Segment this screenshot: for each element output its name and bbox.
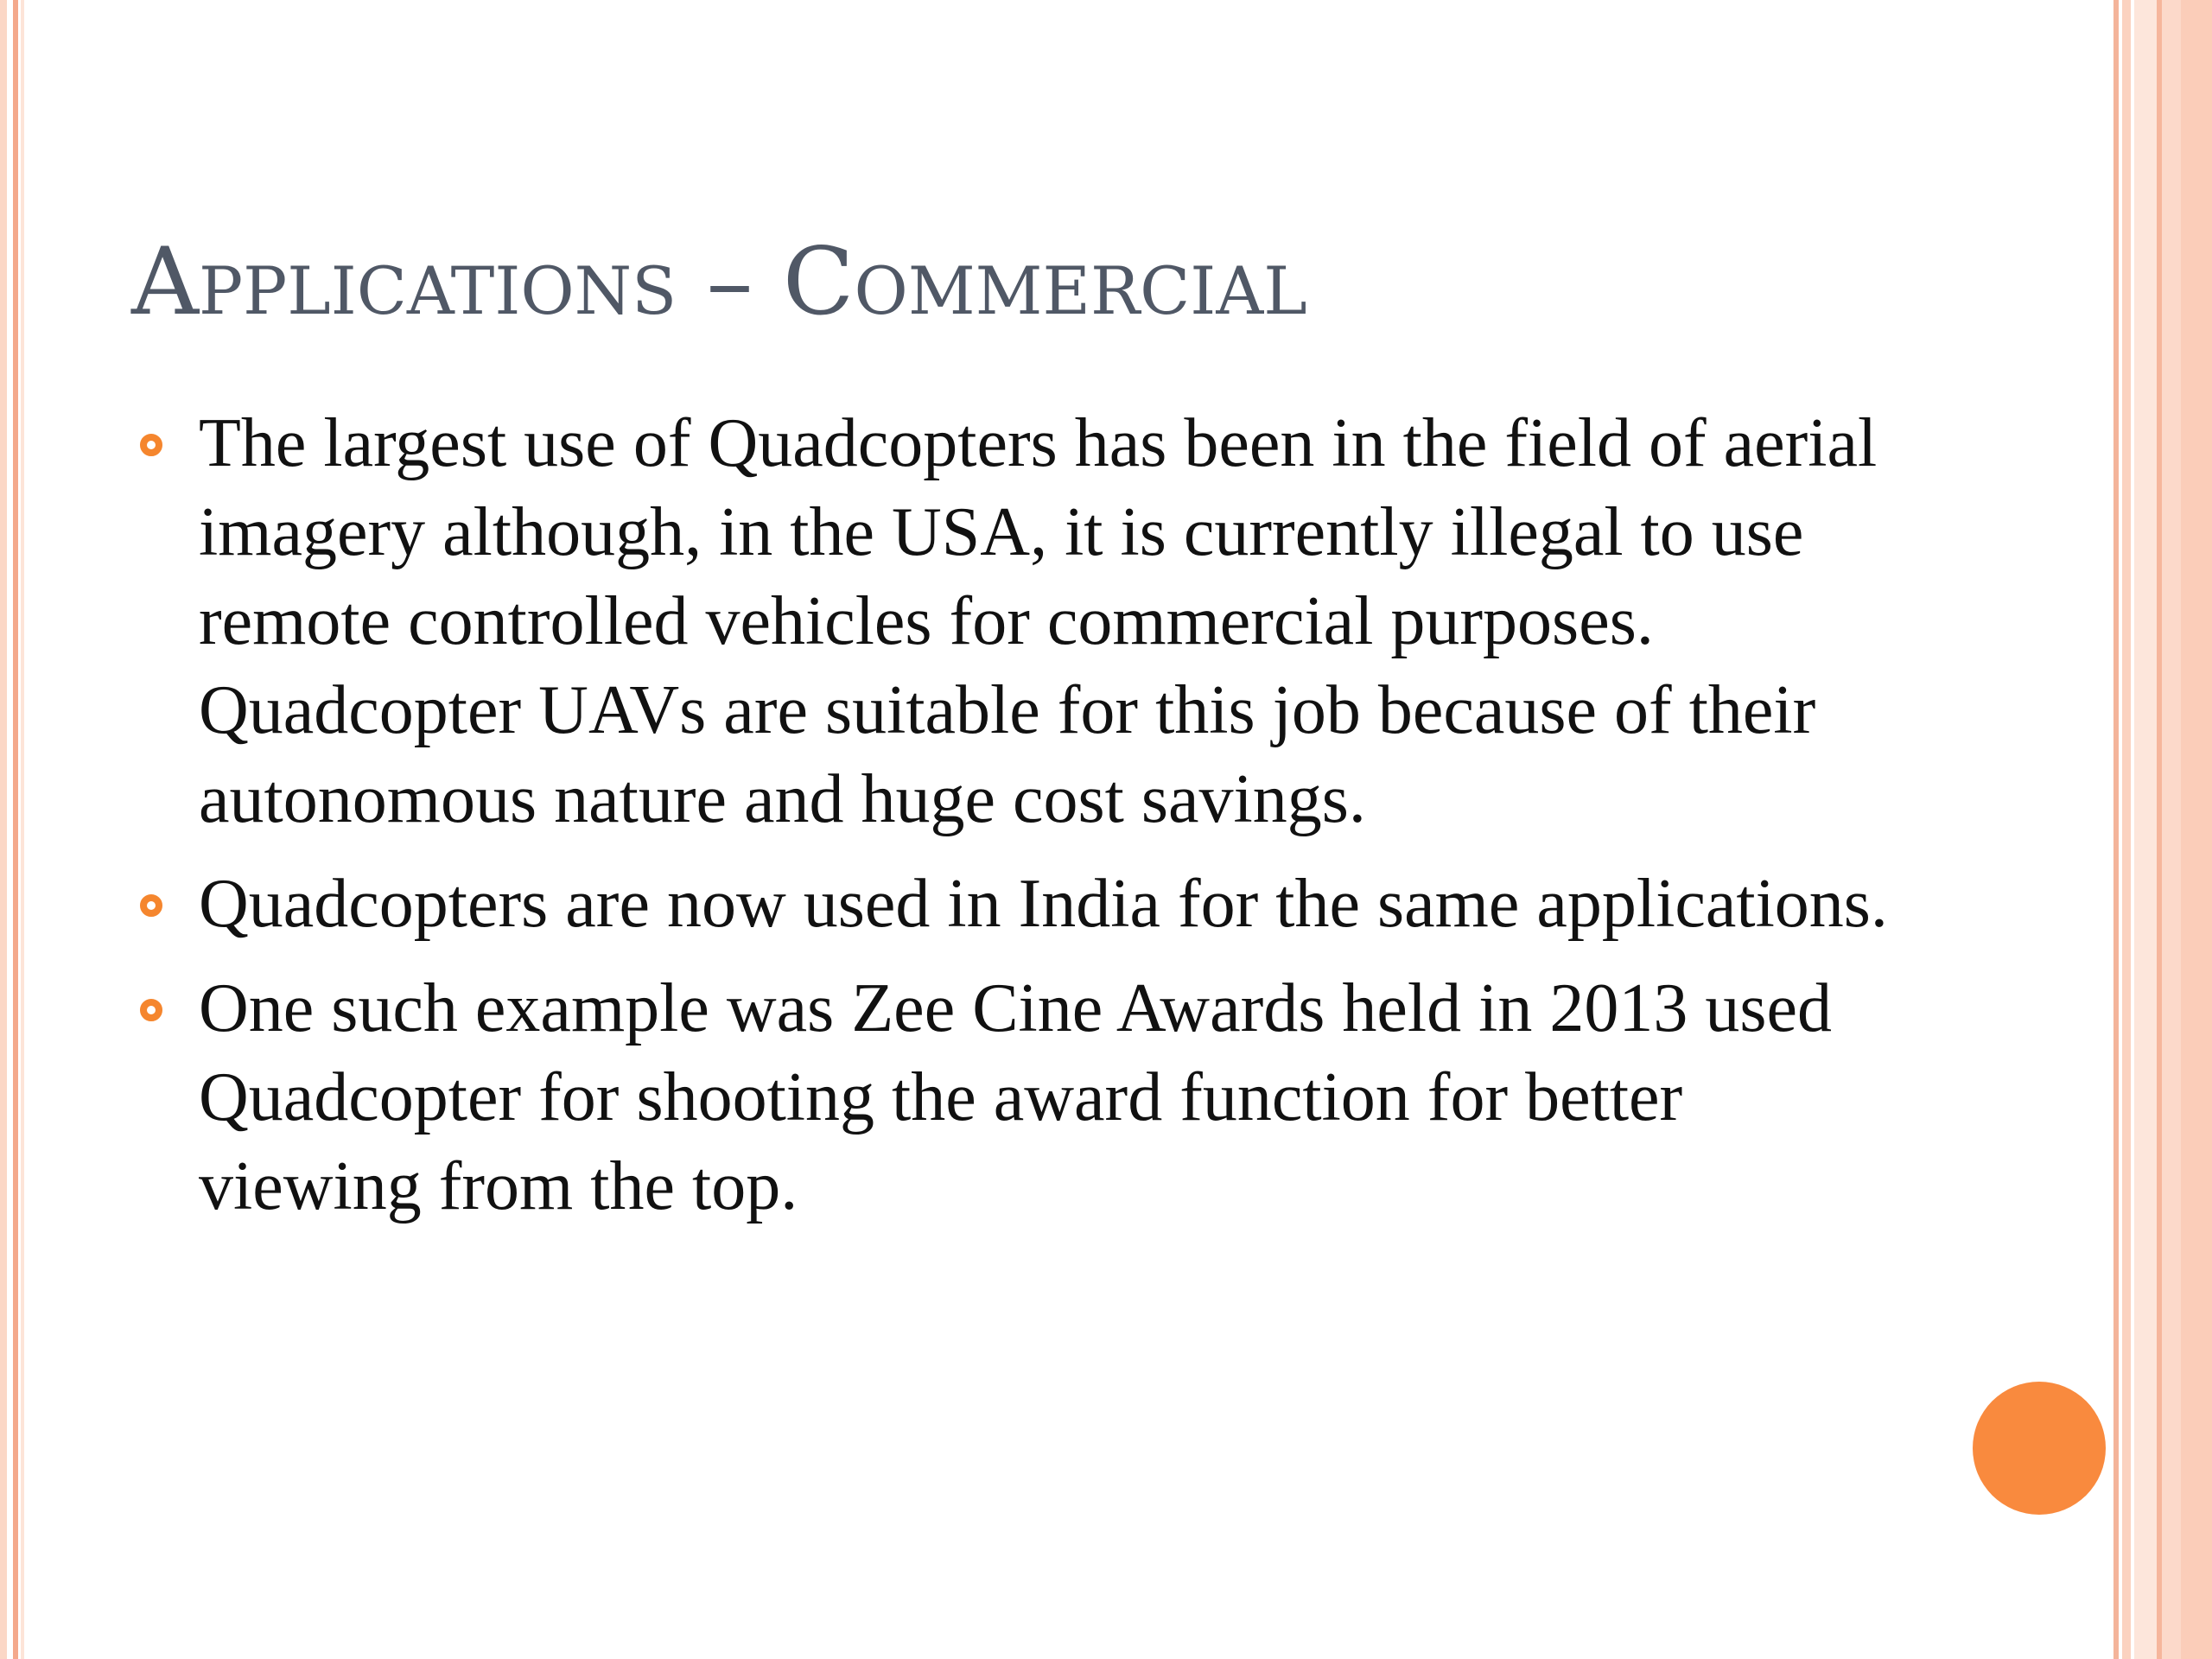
- bullet-text: One such example was Zee Cine Awards held in 2013 used Quadcopter for shooting the award function for better viewing from the top.: [199, 970, 1832, 1224]
- right-border-stripe: [2162, 0, 2181, 1659]
- right-border-stripe: [2122, 0, 2131, 1659]
- right-border-stripe: [2113, 0, 2119, 1659]
- right-border-stripe: [2134, 0, 2157, 1659]
- bullet-list: [131, 399, 1911, 1247]
- right-border-stripe: [2181, 0, 2212, 1659]
- left-border-stripe: [21, 0, 24, 1659]
- bullet-item: [131, 399, 1911, 844]
- left-border-stripe: [13, 0, 18, 1659]
- bullet-text: The largest use of Quadcopters has been in the field of aerial imagery although, in the USA, it is currently illegal to use remote controlled vehicles for commercial purposes. Quadcopter UAVs are suitable for this job because of their autonomous nature and huge cost savings.: [199, 405, 1878, 837]
- left-border-stripe: [0, 0, 7, 1659]
- bullet-item: [131, 964, 1911, 1231]
- bullet-circle-icon: [140, 894, 162, 917]
- bullet-text: Quadcopters are now used in India for the same applications.: [199, 866, 1888, 942]
- bullet-circle-icon: [140, 434, 162, 456]
- accent-circle-icon: [1973, 1382, 2106, 1515]
- slide-title: Applications – Commercial: [131, 228, 1307, 336]
- bullet-circle-icon: [140, 999, 162, 1021]
- bullet-item: [131, 860, 1911, 949]
